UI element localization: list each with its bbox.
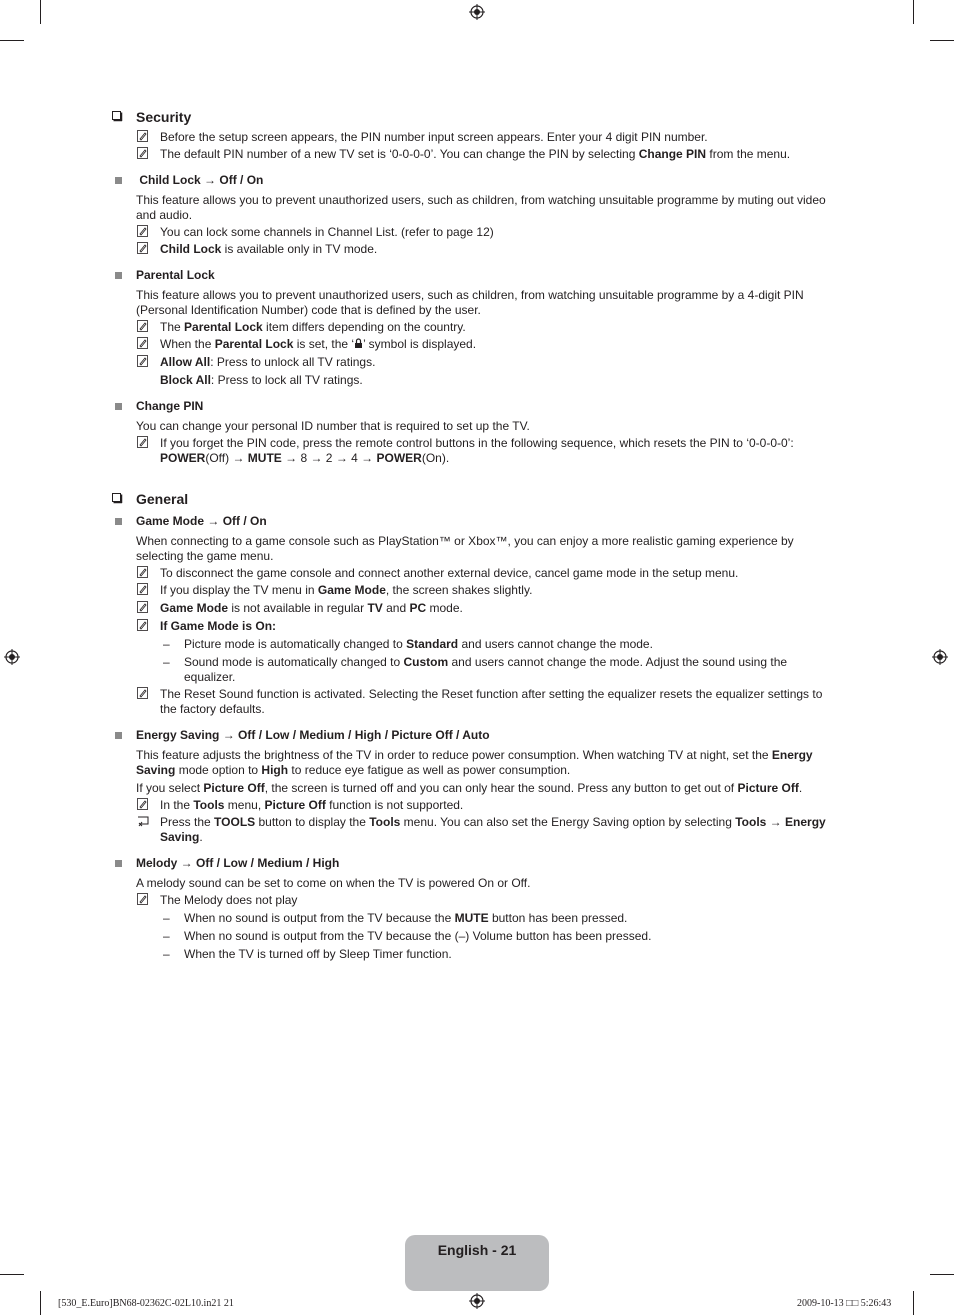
registration-mark-icon (469, 1293, 485, 1309)
note-icon (137, 436, 149, 449)
dash-bullet: – (163, 947, 170, 961)
dash-item: – When no sound is output from the TV because the MUTE button has been pressed. (163, 911, 628, 925)
checkbox-bullet-icon (112, 493, 123, 504)
note: Before the setup screen appears, the PIN number input screen appears. Enter your 4 digit PIN number. (112, 130, 840, 145)
crop-mark (40, 1291, 41, 1315)
note-continuation: Block All: Press to lock all TV ratings. (160, 373, 363, 387)
note: Child Lock is available only in TV mode. (112, 242, 840, 257)
crop-mark (0, 40, 24, 41)
paragraph: When connecting to a game console such as PlayStation™ or Xbox™, you can enjoy a more realistic gaming experience by selecting the game menu. (136, 534, 794, 563)
note-icon (137, 798, 149, 811)
note: If you display the TV menu in Game Mode, the screen shakes slightly. (112, 583, 840, 598)
note-icon (137, 147, 149, 160)
registration-mark-icon (4, 649, 20, 665)
note-icon (137, 242, 149, 255)
registration-mark-icon (469, 4, 485, 20)
subsection-heading-game-mode: Game Mode → Off / On (112, 514, 840, 529)
note: To disconnect the game console and connect another external device, cancel game mode in the setup menu. (112, 566, 840, 581)
note: The Melody does not play (112, 893, 840, 908)
square-bullet-icon (115, 732, 122, 739)
note: The Parental Lock item differs depending on the country. (112, 320, 840, 335)
square-bullet-icon (115, 860, 122, 867)
crop-mark (40, 0, 41, 24)
subsection-heading-parental-lock: Parental Lock (112, 268, 840, 283)
crop-mark (913, 0, 914, 24)
note: When the Parental Lock is set, the ‘ ’ symbol is displayed. (112, 337, 840, 352)
note: If you forget the PIN code, press the remote control buttons in the following sequence, which resets the PIN to ‘0-0-0-0’: POWER(Off) → MUTE → 8 → 2 → 4 → POWER(On). (112, 436, 840, 466)
paragraph: A melody sound can be set to come on when the TV is powered On or Off. (136, 876, 531, 890)
note-icon (137, 583, 149, 596)
note: The Reset Sound function is activated. Selecting the Reset function after setting the equalizer resets the equalizer settings to the factory defaults. (112, 687, 840, 717)
note: In the Tools menu, Picture Off function is not supported. (112, 798, 840, 813)
slug-timestamp: 2009-10-13 □□ 5:26:43 (797, 1298, 892, 1309)
crop-mark (913, 1291, 914, 1315)
dash-bullet: – (163, 655, 170, 669)
note-icon (137, 687, 149, 700)
subsection-heading-child-lock: Child Lock → Off / On (112, 173, 840, 188)
crop-mark (0, 1274, 24, 1275)
subsection-heading-melody: Melody → Off / Low / Medium / High (112, 856, 840, 871)
paragraph: This feature adjusts the brightness of the TV in order to reduce power consumption. When watching TV at night, set the Energy Saving mode option to High to reduce eye fatigue as well as power consumption. (136, 748, 813, 777)
crop-mark (930, 40, 954, 41)
subsection-heading-energy-saving: Energy Saving → Off / Low / Medium / High / Picture Off / Auto (112, 728, 840, 743)
note-icon (137, 337, 149, 350)
crop-mark (930, 1274, 954, 1275)
note-icon (137, 619, 149, 632)
note-icon (137, 601, 149, 614)
dash-bullet: – (163, 911, 170, 925)
paragraph: You can change your personal ID number that is required to set up the TV. (136, 419, 530, 433)
paragraph: This feature allows you to prevent unauthorized users, such as children, from watching unsuitable programme by a 4-digit PIN (Personal Identification Number) code that is defined by the user. (136, 288, 804, 317)
registration-mark-icon (932, 649, 948, 665)
dash-bullet: – (163, 929, 170, 943)
note-icon (137, 893, 149, 906)
note-icon (137, 355, 149, 368)
dash-bullet: – (163, 637, 170, 651)
square-bullet-icon (115, 518, 122, 525)
tools-icon (137, 815, 149, 828)
note: The default PIN number of a new TV set is ‘0-0-0-0’. You can change the PIN by selecting Change PIN from the menu. (112, 147, 840, 162)
square-bullet-icon (115, 177, 122, 184)
note-icon (137, 130, 149, 143)
slug-file-info: [530_E.Euro]BN68-02362C-02L10.in21 21 (58, 1298, 234, 1309)
dash-item: – Sound mode is automatically changed to Custom and users cannot change the mode. Adjust the sound using the equalizer. (163, 655, 788, 684)
note-icon (137, 225, 149, 238)
paragraph: If you select Picture Off, the screen is turned off and you can only hear the sound. Press any button to get out of Picture Off. (136, 781, 803, 795)
note: Game Mode is not available in regular TV and PC mode. (112, 601, 840, 616)
subsection-heading-change-pin: Change PIN (112, 399, 840, 414)
section-heading-general: General (112, 490, 840, 508)
page-number: English - 21 (437, 1242, 517, 1258)
section-heading-security: Security (112, 108, 840, 126)
note: If Game Mode is On: (112, 619, 840, 634)
note: Press the TOOLS button to display the Tools menu. You can also set the Energy Saving option by selecting Tools → Energy Saving. (112, 815, 840, 845)
square-bullet-icon (115, 272, 122, 279)
dash-item: – Picture mode is automatically changed to Standard and users cannot change the mode. (163, 637, 653, 651)
lock-icon (354, 338, 363, 349)
note-icon (137, 566, 149, 579)
checkbox-bullet-icon (112, 111, 123, 122)
note-icon (137, 320, 149, 333)
dash-item: – When the TV is turned off by Sleep Timer function. (163, 947, 452, 961)
page-content (112, 108, 840, 962)
dash-item: – When no sound is output from the TV because the (–) Volume button has been pressed. (163, 929, 652, 943)
square-bullet-icon (115, 403, 122, 410)
note: You can lock some channels in Channel List. (refer to page 12) (112, 225, 840, 240)
note: Allow All: Press to unlock all TV ratings. (112, 355, 840, 370)
paragraph: This feature allows you to prevent unauthorized users, such as children, from watching unsuitable programme by muting out video and audio. (136, 193, 826, 222)
